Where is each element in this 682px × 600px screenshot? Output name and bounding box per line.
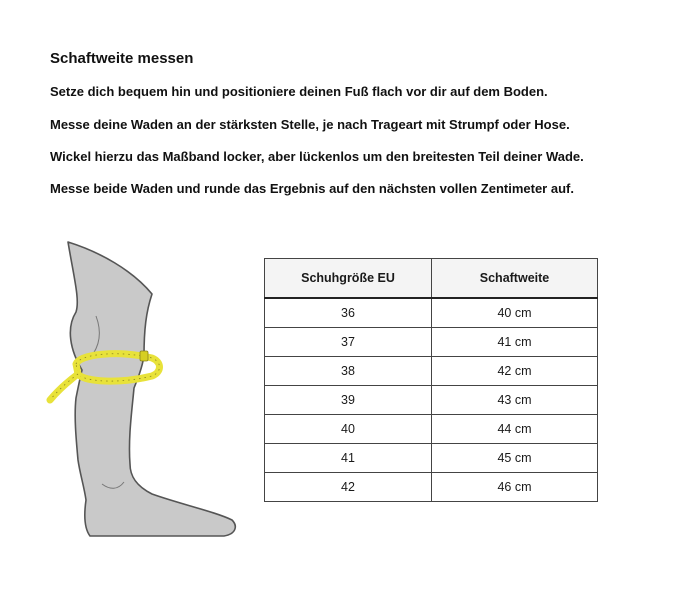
leg-measuring-illustration bbox=[40, 238, 240, 548]
cell-shoe-size: 38 bbox=[265, 357, 432, 386]
table-row bbox=[265, 415, 598, 444]
cell-shaft-width: 43 cm bbox=[432, 386, 598, 415]
instruction-wrap-tape: Wickel hierzu das Maßband locker, aber lückenlos um den breitesten Teil deiner Wade. bbox=[50, 149, 584, 164]
column-header-shoe-size: Schuhgröße EU bbox=[265, 259, 432, 299]
cell-shaft-width: 40 cm bbox=[432, 298, 598, 328]
column-header-shaft-width: Schaftweite bbox=[432, 259, 598, 299]
table-row bbox=[265, 328, 598, 357]
cell-shaft-width: 41 cm bbox=[432, 328, 598, 357]
table-row bbox=[265, 298, 598, 328]
table-row bbox=[265, 473, 598, 502]
cell-shaft-width: 42 cm bbox=[432, 357, 598, 386]
instruction-sit: Setze dich bequem hin und positioniere deinen Fuß flach vor dir auf dem Boden. bbox=[50, 84, 548, 99]
page-heading: Schaftweite messen bbox=[50, 50, 194, 67]
cell-shaft-width: 46 cm bbox=[432, 473, 598, 502]
cell-shaft-width: 44 cm bbox=[432, 415, 598, 444]
table-row bbox=[265, 386, 598, 415]
cell-shoe-size: 39 bbox=[265, 386, 432, 415]
table-row bbox=[265, 444, 598, 473]
cell-shoe-size: 41 bbox=[265, 444, 432, 473]
table-header-row bbox=[265, 259, 598, 299]
cell-shoe-size: 40 bbox=[265, 415, 432, 444]
cell-shoe-size: 42 bbox=[265, 473, 432, 502]
cell-shoe-size: 36 bbox=[265, 298, 432, 328]
cell-shoe-size: 37 bbox=[265, 328, 432, 357]
cell-shaft-width: 45 cm bbox=[432, 444, 598, 473]
leg-silhouette bbox=[68, 242, 235, 536]
instruction-round: Messe beide Waden und runde das Ergebnis auf den nächsten vollen Zentimeter auf. bbox=[50, 181, 574, 196]
table-row bbox=[265, 357, 598, 386]
instruction-measure-calf: Messe deine Waden an der stärksten Stelle, je nach Trageart mit Strumpf oder Hose. bbox=[50, 117, 570, 132]
size-table bbox=[264, 258, 598, 502]
